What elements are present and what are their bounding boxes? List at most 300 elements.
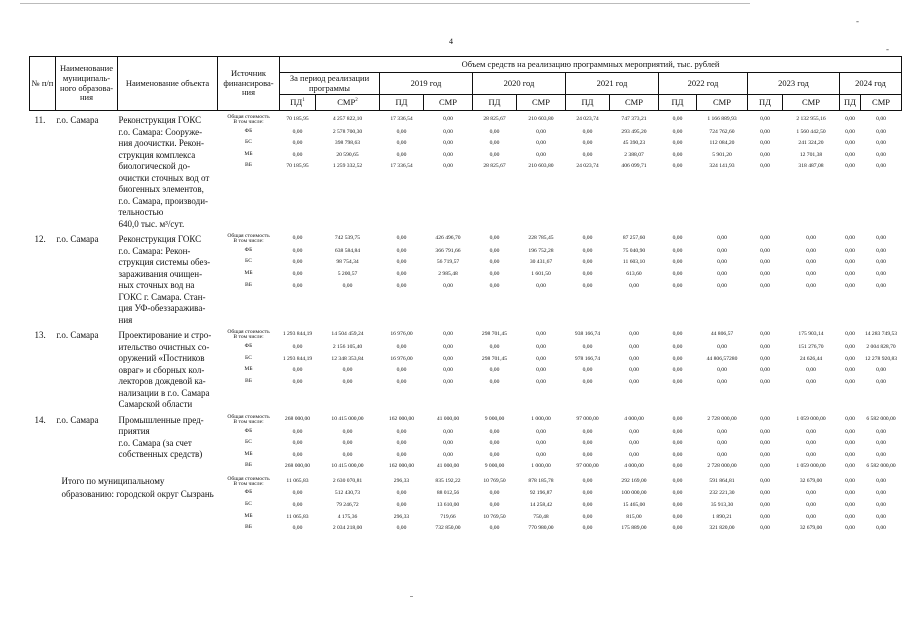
source-label: В том числе: [233,480,264,487]
value-cell [280,411,316,473]
value: 0,00 [876,440,886,447]
value: 79 246,72 [336,502,359,509]
value-cell [566,411,610,473]
source-label: В том числе: [233,334,264,341]
value: 0,00 [536,151,546,158]
source-label: Общая стоимость [227,233,270,240]
pd-header: ПД [473,95,517,111]
value: 0,00 [443,428,453,435]
value: 0,00 [876,282,886,289]
value: 0,00 [876,490,886,497]
object-name-line: очистки сточных вод от [118,172,210,183]
value: 296,33 [393,513,410,520]
object-name-line: биологической до- [118,161,191,172]
value: 0,00 [760,116,770,123]
smr-header: СМР [861,95,902,111]
value: 11 065,83 [286,477,309,484]
value: 0,00 [876,116,886,123]
value: 0,00 [672,477,683,484]
source-label: ФБ [244,342,253,349]
value-cell [566,473,610,535]
value-cell [280,326,316,411]
value: 0,00 [292,440,303,447]
value-cell [424,111,473,231]
value: 0,00 [717,428,727,435]
value: 293 495,20 [621,128,647,135]
col-no-header: № п/п [30,57,56,111]
value: 0,00 [582,477,593,484]
value: 17 336,54 [390,163,413,170]
value: 0,00 [582,451,593,458]
value: 0,00 [489,270,500,277]
source-label: МБ [244,366,253,373]
value: 0,00 [845,259,855,266]
value: 0,00 [876,525,886,532]
year-header: 2024 год [840,73,902,95]
value: 10 769,50 [483,513,506,520]
value-cell [659,473,697,535]
value: 0,00 [806,490,816,497]
value: 835 192,22 [435,477,461,484]
value: 0,00 [292,140,303,147]
value-cell [424,326,473,411]
value: 0,00 [443,440,453,447]
value: 0,00 [292,235,303,242]
value-cell [380,473,424,535]
object-name-line: ных сточных вод на [118,280,195,291]
object-name-line: овраг» и сборных кол- [118,364,205,375]
value: 0,00 [396,451,407,458]
value: 0,00 [806,451,816,458]
value: 0,00 [292,525,303,532]
value: 0,00 [536,343,546,350]
value: 0,00 [760,235,770,242]
municipality-cell: г.о. Самара [56,414,99,425]
object-name-line: г.о. Самара: Сооруже- [118,126,203,137]
value: 0,00 [845,235,855,242]
value-cell [380,230,424,326]
value: 0,00 [672,140,683,147]
value: 24 626,44 [799,355,823,362]
value: 0,00 [845,247,855,254]
value: 10 415 000,00 [331,463,364,470]
value-cell [783,230,840,326]
source-label: ВБ [245,281,252,288]
object-name-line: струкция системы обез- [118,257,211,268]
value-cell [424,473,473,535]
value: 321 820,00 [709,525,735,532]
value: 0,00 [672,367,683,374]
value: 0,00 [806,235,816,242]
value: 0,00 [806,513,816,520]
value: 4 000,00 [624,415,644,422]
value: 0,00 [672,378,683,385]
value: 512 430,73 [334,490,361,497]
value: 210 603,80 [528,116,554,123]
value: 0,00 [489,259,500,266]
value: 0,00 [760,378,770,385]
source-label: Общая стоимость [227,329,270,336]
value: 0,00 [582,428,593,435]
value: 732 850,00 [435,525,461,532]
object-name-line: оружений «Постников [118,353,205,364]
source-label: Общая стоимость [227,475,270,482]
value: 938 166,74 [574,331,601,338]
value-cell [610,411,659,473]
value: 0,00 [717,451,727,458]
source-label: МБ [244,512,253,519]
total-period-header: За период реализации программы [280,73,380,95]
value: 0,00 [396,378,407,385]
value: 0,00 [629,282,639,289]
value: 0,00 [396,151,407,158]
value: 0,00 [845,282,855,289]
value: 0,00 [292,247,303,254]
value: 0,00 [876,378,886,385]
source-cell [218,230,280,326]
value: 0,00 [292,128,303,135]
value: 0,00 [672,513,683,520]
value: 0,00 [342,367,353,374]
value: 70 185,95 [286,116,309,123]
value-cell [659,230,697,326]
value-cell [316,326,380,411]
value-cell [840,326,861,411]
value: 4 175,36 [337,513,358,520]
value: 175 903,14 [798,331,824,338]
value: 0,00 [536,331,546,338]
bottom-rule [410,596,413,597]
value: 100 000,00 [621,490,647,497]
value: 0,00 [489,378,500,385]
value: 0,00 [396,270,407,277]
value: 5 901,20 [712,151,732,158]
value: 318 487,08 [798,163,824,170]
object-name-line: ния доочистки. Рекон- [118,138,204,149]
object-name-line: тельностью [118,207,164,218]
value: 32 679,00 [799,477,823,484]
value: 0,00 [536,440,546,447]
value: 0,00 [489,428,500,435]
value-cell [659,326,697,411]
value: 162 000,00 [388,463,415,470]
value-cell [380,411,424,473]
value-cell [840,473,861,535]
value: 28 825,67 [483,163,506,170]
value: 98 754,34 [336,259,359,266]
value: 0,00 [582,270,593,277]
object-name-line: нализации в г.о. Самара [118,387,210,398]
value-cell [748,411,783,473]
value: 70 185,95 [286,163,309,170]
object-name-line: ГОКС г. Самара. Стан- [118,291,206,302]
source-label: БС [245,354,252,361]
object-name-line: 640,0 тыс. м³/сут. [118,218,185,229]
value-cell [783,411,840,473]
value: 0,00 [672,331,683,338]
value: 1 890,21 [712,513,732,520]
value: 0,00 [760,513,770,520]
value: 151 276,70 [798,343,824,350]
page-number: 4 [449,37,453,46]
value-cell [517,473,566,535]
source-label: БС [245,139,252,146]
value-cell [697,411,748,473]
object-name-line: струкция комплекса [118,149,196,160]
object-name-cell [118,230,218,326]
value: 398 798,63 [334,140,361,147]
value-cell [380,326,424,411]
value: 0,00 [876,270,886,277]
value: 0,00 [845,502,855,509]
value: 1 601,50 [531,270,551,277]
value: 0,00 [672,116,683,123]
value: 0,00 [443,343,453,350]
source-label: МБ [244,269,253,276]
value: 0,00 [760,355,770,362]
value: 0,00 [845,331,855,338]
value: 0,00 [582,513,593,520]
source-label: В том числе: [233,418,264,425]
source-cell [218,473,280,535]
value: 0,00 [845,128,855,135]
value-cell [783,111,840,231]
smr-header: СМР [610,95,659,111]
value: 0,00 [876,451,886,458]
value: 0,00 [489,151,500,158]
value: 0,00 [396,525,407,532]
value: 0,00 [845,343,855,350]
value: 0,00 [845,440,855,447]
value: 0,00 [806,378,816,385]
value: 17 336,54 [390,116,413,123]
value: 0,00 [443,331,453,338]
value: 0,00 [845,428,855,435]
source-label: Общая стоимость [227,114,270,121]
value-cell [280,473,316,535]
value: 0,00 [536,367,546,374]
object-name-line: Проектирование и стро- [118,330,212,341]
value: 12 348 353,84 [331,355,364,362]
object-name-line: зараживания очищен- [118,268,203,279]
value: 6 582 000,00 [866,463,896,470]
value: 0,00 [760,440,770,447]
value: 0,00 [629,355,639,362]
value-cell [473,111,517,231]
value-cell [659,411,697,473]
value: 0,00 [396,235,407,242]
value: 0,00 [489,343,500,350]
value: 1 166 889,93 [707,116,737,123]
value: 228 785,45 [528,235,554,242]
value: 14 258,42 [529,502,553,509]
value: 0,00 [845,355,855,362]
value: 2 728 000,00 [707,463,737,470]
value: 296,33 [393,477,410,484]
table-body [30,111,902,535]
value: 4 257 822,10 [332,116,363,123]
total-row [30,473,902,535]
value: 45 390,23 [622,140,646,147]
object-name-line: г.о. Самара (за счет [118,437,192,448]
value-cell [566,326,610,411]
source-label: ВБ [245,524,252,531]
value: 0,00 [806,282,816,289]
value: 0,00 [672,151,683,158]
source-label: ВБ [245,162,252,169]
value: 0,00 [672,259,683,266]
value: 41 000,00 [436,463,460,470]
col-source-header: Источник финансирова-ния [218,57,280,111]
value-cell [748,326,783,411]
value: 0,00 [396,440,407,447]
value: 747 373,21 [621,116,647,123]
value: 0,00 [582,140,593,147]
value: 13 610,00 [436,502,460,509]
value: 298 701,45 [481,355,508,362]
value: 0,00 [396,502,407,509]
value-cell [748,230,783,326]
value: 591 864,81 [709,477,735,484]
value: 0,00 [760,490,770,497]
row-number: 11. [34,115,46,126]
value: 0,00 [845,163,855,170]
value: 0,00 [845,270,855,277]
value: 56 719,57 [436,259,460,266]
value: 0,00 [292,490,303,497]
value: 0,00 [760,270,770,277]
top-rule [20,3,750,4]
value: 0,00 [489,502,500,509]
value: 0,00 [629,331,639,338]
value: 406 099,71 [621,163,647,170]
value: 0,00 [396,343,407,350]
value: 2 985,48 [438,270,458,277]
value: 0,00 [443,378,453,385]
value-cell [840,111,861,231]
value: 0,00 [292,270,303,277]
value-cell [610,230,659,326]
value: 112 084,20 [709,140,735,147]
value: 16 976,00 [390,331,413,338]
value-cell [473,326,517,411]
value: 0,00 [760,151,770,158]
value: 2 630 070,81 [332,477,363,484]
value: 16 976,00 [390,355,413,362]
value: 6 582 000,00 [866,415,896,422]
value: 0,00 [672,440,683,447]
value: 0,00 [342,282,353,289]
value: 0,00 [629,367,639,374]
value: 0,00 [582,247,593,254]
pd-header: ПД [659,95,697,111]
value: 20 590,65 [336,151,359,158]
value: 0,00 [292,502,303,509]
value-cell [473,230,517,326]
object-name-line: ительство очистных со- [118,341,210,352]
value-cell [316,411,380,473]
object-name-line: Самарской области [118,399,193,410]
value: 878 185,78 [528,477,554,484]
value: 0,00 [806,502,816,509]
value: 2 034 218,00 [332,525,363,532]
value: 638 584,84 [334,247,361,254]
value: 0,00 [536,428,546,435]
value: 0,00 [292,451,303,458]
year-header: 2019 год [380,73,473,95]
value: 0,00 [292,282,303,289]
value-cell [424,230,473,326]
value: 366 791,66 [435,247,461,254]
pd-header: ПД [840,95,861,111]
value: 0,00 [672,282,683,289]
value: 0,00 [717,440,727,447]
value: 35 913,30 [710,502,734,509]
value: 0,00 [760,331,770,338]
value: 0,00 [292,343,303,350]
value: 0,00 [443,282,453,289]
value-cell [610,111,659,231]
value-cell [697,326,748,411]
value: 0,00 [536,282,546,289]
value: 0,00 [845,140,855,147]
value: 0,00 [760,343,770,350]
value: 0,00 [489,235,500,242]
financing-table [29,56,902,535]
value: 2 728 000,00 [707,415,737,422]
object-name-line: биогенных элементов, [118,184,204,195]
value: 14 504 459,24 [331,331,364,338]
value: 815,00 [626,513,642,520]
col-municipality-header: Наименование муниципаль-ного образова-ния [56,57,118,111]
value: 44 806,57280 [706,355,738,362]
value: 0,00 [672,502,683,509]
value-cell [610,326,659,411]
value: 12 701,38 [799,151,823,158]
value: 0,00 [582,235,593,242]
value-cell [316,473,380,535]
value: 0,00 [489,525,500,532]
value: 0,00 [876,235,886,242]
value: 232 221,30 [709,490,735,497]
value: 0,00 [582,128,593,135]
value: 0,00 [292,151,303,158]
value: 0,00 [629,378,639,385]
value-cell [861,111,902,231]
value: 0,00 [717,282,727,289]
object-name-line: Реконструкция ГОКС [118,234,202,245]
municipality-cell: г.о. Самара [56,234,99,245]
value: 2 004 828,70 [866,343,896,350]
value: 0,00 [292,378,303,385]
table-header [30,57,902,111]
value: 0,00 [489,367,500,374]
row-number: 12. [34,234,46,245]
value: 0,00 [536,355,546,362]
value: 0,00 [806,259,816,266]
value: 0,00 [582,490,593,497]
value-cell [840,230,861,326]
value-cell [517,230,566,326]
value-cell [473,473,517,535]
value: 0,00 [672,463,683,470]
source-cell [218,326,280,411]
col-object-header: Наименование объекта [118,57,218,111]
object-name-line: ния [118,314,133,325]
smr-header: СМР [424,95,473,111]
value: 0,00 [876,513,886,520]
value: 742 539,75 [334,235,361,242]
